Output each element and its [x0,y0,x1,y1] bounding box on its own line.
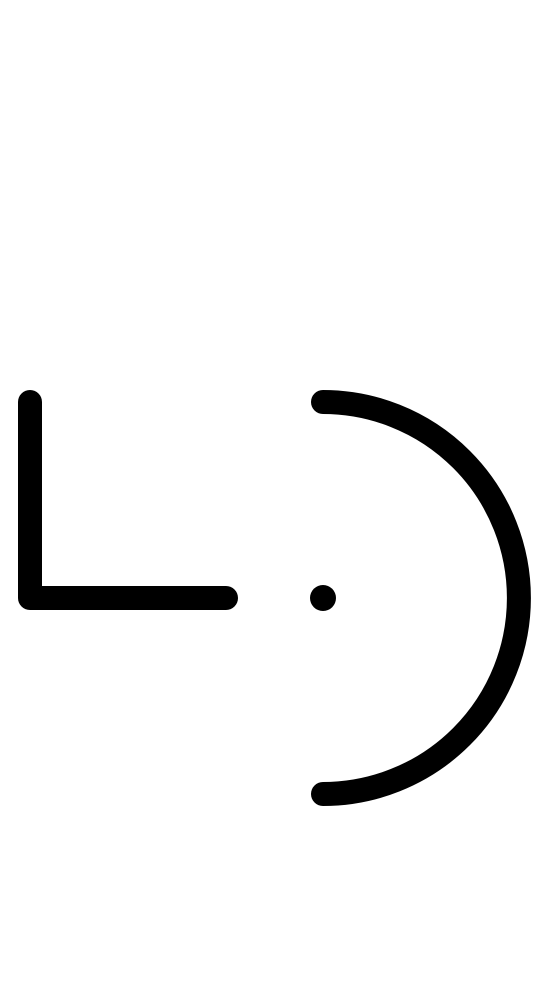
center-dot-icon [310,585,336,611]
half-circle-arc-icon [323,402,519,794]
corner-mark-icon [30,402,226,598]
